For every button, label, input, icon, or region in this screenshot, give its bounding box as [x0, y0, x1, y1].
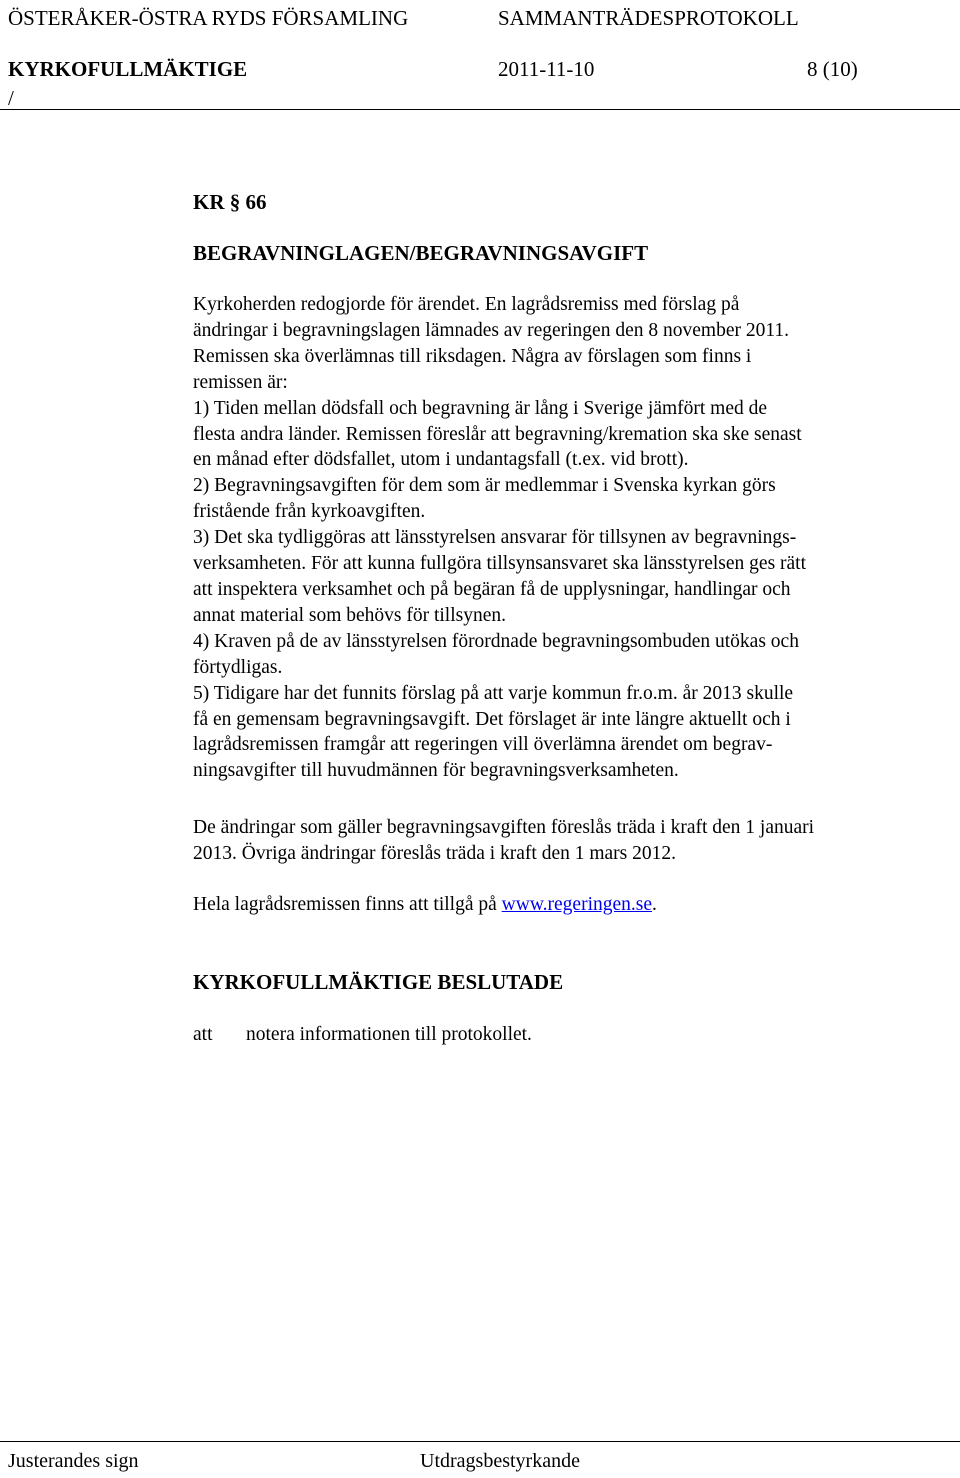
text-line: ningsavgifter till huvudmännen för begravningsverksamheten.: [193, 760, 679, 782]
remiss-end: .: [652, 894, 657, 915]
footer-divider: [0, 1441, 960, 1442]
text-line: 4) Kraven på de av länsstyrelsen förordnade begravningsombuden utökas och: [193, 630, 799, 652]
text-line: Kyrkoherden redogjorde för ärendet. En lagrådsremiss med förslag på: [193, 294, 740, 315]
paragraph-remiss-link: [193, 892, 657, 918]
decision-att: att: [193, 1024, 213, 1045]
text-line: annat material som behövs för tillsynen.: [193, 604, 507, 626]
text-line: ändringar i begravningslagen lämnades av regeringen den 8 november 2011.: [193, 319, 789, 341]
document-type: SAMMANTRÄDESPROTOKOLL: [498, 6, 799, 30]
page-number: 8 (10): [807, 57, 858, 81]
paragraph-effective-dates: [193, 815, 814, 867]
header-divider: [0, 109, 960, 110]
decision-text: notera informationen till protokollet.: [246, 1024, 532, 1045]
decision-heading: KYRKOFULLMÄKTIGE BESLUTADE: [193, 970, 564, 994]
text-line: lagrådsremissen framgår att regeringen vill överlämna ärendet om begrav-: [193, 734, 773, 756]
text-line: 2013. Övriga ändringar föreslås träda i kraft den 1 mars 2012.: [193, 842, 677, 864]
remiss-text: Hela lagrådsremissen finns att tillgå på: [193, 894, 497, 915]
text-line: 3) Det ska tydliggöras att länsstyrelsen ansvarar för tillsynen av begravnings-: [193, 527, 797, 549]
text-line: förtydligas.: [193, 656, 283, 678]
footer-utdragsbestyrkande: Utdragsbestyrkande: [420, 1450, 580, 1472]
header-slash: /: [8, 86, 14, 110]
text-line: få en gemensam begravningsavgift. Det förslaget är inte längre aktuellt och i: [193, 708, 791, 730]
section-title: BEGRAVNINGLAGEN/BEGRAVNINGSAVGIFT: [193, 241, 649, 265]
text-line: verksamheten. För att kunna fullgöra tillsynsansvaret ska länsstyrelsen ges rätt: [193, 553, 807, 575]
organization-name: ÖSTERÅKER-ÖSTRA RYDS FÖRSAMLING: [8, 6, 409, 30]
paragraph-main: [193, 292, 806, 784]
regeringen-link[interactable]: www.regeringen.se: [501, 894, 653, 915]
section-number: KR § 66: [193, 190, 267, 214]
text-line: remissen är:: [193, 371, 288, 393]
text-line: Remissen ska överlämnas till riksdagen. Några av förslagen som finns i: [193, 345, 752, 367]
text-line: De ändringar som gäller begravningsavgiften föreslås träda i kraft den 1 januari: [193, 817, 815, 838]
meeting-body: KYRKOFULLMÄKTIGE: [8, 57, 248, 81]
text-line: flesta andra länder. Remissen föreslår att begravning/kremation ska ske senast: [193, 423, 802, 445]
text-line: 2) Begravningsavgiften för dem som är medlemmar i Svenska kyrkan görs: [193, 475, 776, 497]
text-line: fristående från kyrkoavgiften.: [193, 501, 426, 523]
text-line: att inspektera verksamhet och på begäran få de upplysningar, handlingar och: [193, 578, 791, 600]
text-line: 5) Tidigare har det funnits förslag på att varje kommun fr.o.m. år 2013 skulle: [193, 682, 794, 704]
footer-justerandes-sign: Justerandes sign: [8, 1450, 139, 1472]
text-line: 1) Tiden mellan dödsfall och begravning är lång i Sverige jämfört med de: [193, 397, 768, 419]
text-line: en månad efter dödsfallet, utom i undantagsfall (t.ex. vid brott).: [193, 449, 689, 471]
meeting-date: 2011-11-10: [498, 57, 595, 81]
